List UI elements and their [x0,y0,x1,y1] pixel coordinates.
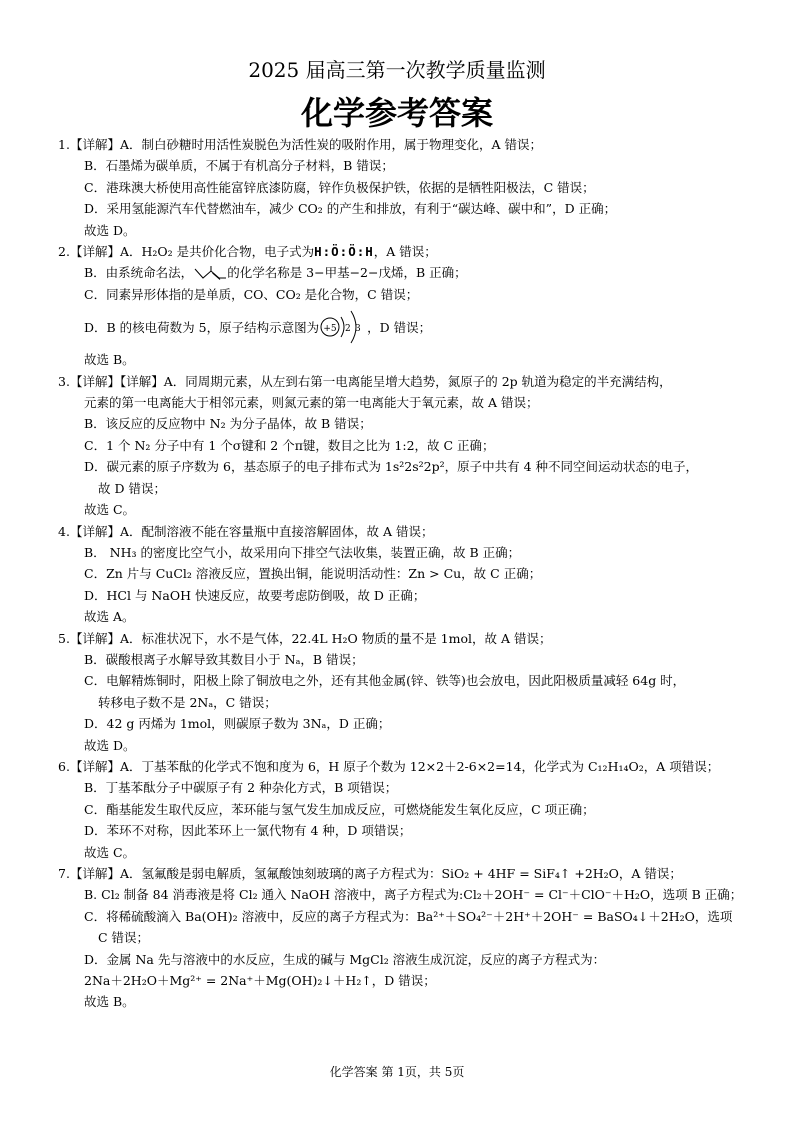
question-line: B．由系统命名法， 的化学名称是 3−甲基−2−戊烯，B 正确； [84,265,467,281]
question-line: B．丁基苯酞分子中碳原子有 2 种杂化方式，B 项错误； [84,780,398,796]
answer-content [58,134,748,1013]
question-1 [58,134,748,241]
question-line: C．将稀硫酸滴入 Ba(OH)₂ 溶液中，反应的离子方程式为：Ba²⁺＋SO₄²⁻＋2H⁺＋2OH⁻ = BaSO₄↓＋2H₂O，选项 [84,908,733,924]
question-line: B．该反应的反应物中 N₂ 为分子晶体，故 B 错误； [84,416,372,432]
shell-1-label: 2 [345,324,351,335]
question-conclusion: 故选 C。 [84,844,136,860]
question-conclusion: 故选 D。 [84,222,136,238]
shell-2-label: 3 [355,324,361,335]
question-line: D．碳元素的原子序数为 6，基态原子的电子排布式为 1s²2s²2p²，原子中共有 4 种不同空间运动状态的电子， [84,459,699,475]
question-line: 元素的第一电离能大于相邻元素，则氮元素的第一电离能大于氧元素，故 A 错误； [84,395,539,411]
question-line: C．Zn 片与 CuCl₂ 溶液反应，置换出铜，能说明活动性：Zn > Cu，故 C 正确； [84,566,542,582]
question-line: 5.【详解】A．标准状况下，水不是气体，22.4L H₂O 物质的量不是 1mol，故 A 错误； [58,630,552,646]
question-line: D．苯环不对称，因此苯环上一氯代物有 4 种，D 项错误； [84,823,412,839]
question-line: B．碳酸根离子水解导致其数目小于 Nₐ，B 错误； [84,651,364,667]
question-line: D．42 g 丙烯为 1mol，则碳原子数为 3Nₐ，D 正确； [84,716,391,732]
question-line: B．石墨烯为碳单质，不属于有机高分子材料，B 错误； [84,158,394,174]
skeletal-structure-icon [193,266,227,282]
question-line: C．港珠澳大桥使用高性能富锌底漆防腐，锌作负极保护铁，依据的是牺牲阳极法，C 错误； [84,179,595,195]
electron-formula: H:Ö:Ö:H [314,244,374,260]
question-conclusion: 故选 C。 [84,502,136,518]
question-line: C．电解精炼铜时，阳极上除了铜放电之外，还有其他金属(锌、铁等)也会放电，因此阳极质量减轻 64g 时， [84,673,686,689]
question-line: C．1 个 N₂ 分子中有 1 个σ键和 2 个π键，数目之比为 1:2，故 C 正确； [84,437,495,453]
question-line: D．金属 Na 先与溶液中的水反应，生成的碱与 MgCl₂ 溶液生成沉淀，反应的离子方程式为： [84,951,606,967]
question-line: C 错误； [98,930,150,946]
question-line: 2Na＋2H₂O＋Mg²⁺ = 2Na⁺＋Mg(OH)₂↓＋H₂↑，D 错误； [84,973,436,989]
question-line: 7.【详解】A．氢氟酸是弱电解质，氢氟酸蚀刻玻璃的离子方程式为：SiO₂ + 4HF = SiF₄↑ +2H₂O，A 错误； [58,866,682,881]
question-line: 6.【详解】A．丁基苯酞的化学式不饱和度为 6，H 原子个数为 12×2＋2-6×2=14，化学式为 C₁₂H₁₄O₂，A 项错误； [58,758,720,774]
atomic-structure-diagram [319,307,367,347]
question-conclusion: 故选 B。 [84,352,135,368]
question-4 [58,521,748,628]
question-line: C．酯基能发生取代反应，苯环能与氢气发生加成反应，可燃烧能发生氧化反应，C 项正确； [84,801,595,817]
exam-title: 2025 届高三第一次教学质量监测 [248,58,546,82]
question-2 [58,241,748,371]
question-6 [58,756,748,863]
page-footer: 化学答案 第 1页，共 5页 [329,1065,465,1079]
question-line: 4.【详解】A．配制溶液不能在容量瓶中直接溶解固体，故 A 错误； [58,523,434,539]
question-7 [58,863,748,1013]
question-line: 2.【详解】A．H₂O₂ 是共价化合物，电子式为H:Ö:Ö:H，A 错误； [58,244,437,260]
question-line: 1.【详解】A．制白砂糖时用活性炭脱色为活性炭的吸附作用，属于物理变化，A 错误； [58,137,542,152]
nucleus-label: +5 [323,324,337,335]
question-line: 3.【详解】【详解】A．同周期元素，从左到右第一电离能呈增大趋势，氮原子的 2p 轨道为稳定的半充满结构， [58,373,672,389]
question-line: D．采用氢能源汽车代替燃油车，减少 CO₂ 的产生和排放，有利于“碳达峰、碳中和”，D 正确； [84,201,617,217]
question-conclusion: 故选 D。 [84,737,136,753]
question-line: C．同素异形体指的是单质，CO、CO₂ 是化合物，C 错误； [84,286,419,302]
question-conclusion: 故选 B。 [84,994,135,1010]
question-conclusion: 故选 A。 [84,609,135,625]
question-line: D．HCl 与 NaOH 快速反应，故要考虑防倒吸，故 D 正确； [84,587,426,603]
question-line: B. Cl₂ 制备 84 消毒液是将 Cl₂ 通入 NaOH 溶液中，离子方程式为:Cl₂＋2OH⁻ = Cl⁻＋ClO⁻＋H₂O，选项 B 正确； [84,887,743,903]
question-line: 故 D 错误； [98,480,166,496]
question-5 [58,628,748,756]
question-line: D．B 的核电荷数为 5，原子结构示意图为 +5 2 3 ，D 错误； [58,305,748,349]
page-title: 化学参考答案 [300,94,493,132]
question-3 [58,371,748,521]
question-line: B． NH₃ 的密度比空气小，故采用向下排空气法收集，装置正确，故 B 正确； [84,544,521,560]
question-line: 转移电子数不是 2Nₐ，C 错误； [98,694,277,710]
